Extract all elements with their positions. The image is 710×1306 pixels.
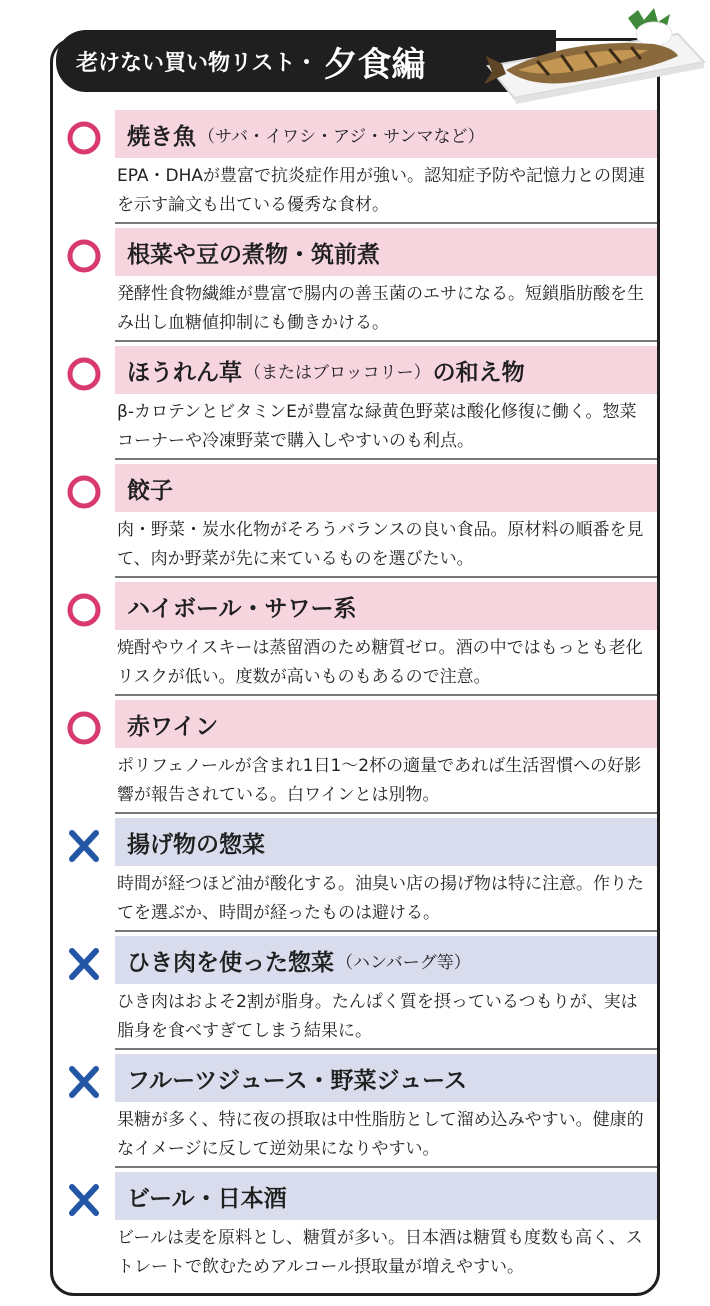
list-item xyxy=(53,936,657,1054)
item-description: 時間が経つほど油が酸化する。油臭い店の揚げ物は特に注意。作りたてを選ぶか、時間が経ったものは避ける。 xyxy=(117,874,644,923)
item-name: フルーツジュース・野菜ジュース xyxy=(127,1067,467,1094)
circle-mark-icon xyxy=(63,474,105,510)
circle-mark-icon xyxy=(63,238,105,274)
item-name: 焼き魚 xyxy=(127,123,196,150)
item-name-suffix: の和え物 xyxy=(432,359,525,386)
shopping-list xyxy=(53,110,657,1290)
page-title: 老けない買い物リスト・ xyxy=(76,50,318,76)
item-heading xyxy=(115,1172,657,1220)
circle-mark-icon xyxy=(63,120,105,156)
item-description: 果糖が多く、特に夜の摂取は中性脂肪として溜め込みやすい。健康的なイメージに反して逆効果になりやすい。 xyxy=(117,1110,644,1159)
item-note: （サバ・イワシ・アジ・サンマなど） xyxy=(198,126,485,147)
item-name: ひき肉を使った惣菜 xyxy=(127,949,334,976)
item-heading xyxy=(115,700,657,748)
item-description: ポリフェノールが含まれ1日1〜2杯の適量であれば生活習慣への好影響が報告されている。白ワインとは別物。 xyxy=(117,756,642,805)
item-description: 肉・野菜・炭水化物がそろうバランスの良い食品。原材料の順番を見て、肉か野菜が先に来ているものを選びたい。 xyxy=(117,520,644,569)
item-divider xyxy=(115,1166,657,1168)
item-divider xyxy=(115,930,657,932)
circle-mark-icon xyxy=(63,710,105,746)
item-name: 揚げ物の惣菜 xyxy=(127,831,265,858)
item-description: 発酵性食物繊維が豊富で腸内の善玉菌のエサになる。短鎖脂肪酸を生み出し血糖値抑制にも働きかける。 xyxy=(117,284,644,333)
item-divider xyxy=(115,458,657,460)
item-name: 根菜や豆の煮物・筑前煮 xyxy=(127,241,380,268)
item-note: （またはブロッコリー） xyxy=(244,362,431,383)
item-note: （ハンバーグ等） xyxy=(336,952,471,973)
item-divider xyxy=(115,1048,657,1050)
item-heading xyxy=(115,936,657,984)
item-name: 赤ワイン xyxy=(127,713,219,740)
item-description: β-カロテンとビタミンEが豊富な緑黄色野菜は酸化修復に働く。惣菜コーナーや冷凍野菜で購入しやすいのも利点。 xyxy=(117,402,637,451)
item-heading xyxy=(115,582,657,630)
item-heading xyxy=(115,1054,657,1102)
item-name: ほうれん草 xyxy=(127,359,242,386)
circle-mark-icon xyxy=(63,592,105,628)
item-description: ビールは麦を原料とし、糖質が多い。日本酒は糖質も度数も高く、ストレートで飲むためアルコール摂取量が増えやすい。 xyxy=(117,1228,643,1277)
list-item xyxy=(53,228,657,346)
list-item xyxy=(53,464,657,582)
item-description: ひき肉はおよそ2割が脂身。たんぱく質を摂っているつもりが、実は脂身を食べすぎてしまう結果に。 xyxy=(117,992,638,1041)
item-name: ビール・日本酒 xyxy=(127,1185,287,1212)
item-divider xyxy=(115,576,657,578)
page-subtitle: 夕食編 xyxy=(323,44,426,85)
list-item xyxy=(53,582,657,700)
circle-mark-icon xyxy=(63,356,105,392)
item-divider xyxy=(115,694,657,696)
item-heading xyxy=(115,818,657,866)
list-item xyxy=(53,1172,657,1290)
list-item xyxy=(53,700,657,818)
cross-mark-icon xyxy=(63,1182,105,1218)
item-description: 焼酎やウイスキーは蒸留酒のため糖質ゼロ。酒の中ではもっとも老化リスクが低い。度数が高いものもあるので注意。 xyxy=(117,638,643,687)
item-heading xyxy=(115,228,657,276)
item-name: ハイボール・サワー系 xyxy=(127,595,357,622)
cross-mark-icon xyxy=(63,946,105,982)
item-divider xyxy=(115,812,657,814)
grilled-fish-illustration xyxy=(478,4,706,104)
cross-mark-icon xyxy=(63,828,105,864)
list-item xyxy=(53,346,657,464)
item-divider xyxy=(115,340,657,342)
item-description: EPA・DHAが豊富で抗炎症作用が強い。認知症予防や記憶力との関連を示す論文も出ている優秀な食材。 xyxy=(117,166,646,215)
item-name: 餃子 xyxy=(127,477,173,504)
item-heading xyxy=(115,346,657,394)
item-heading xyxy=(115,464,657,512)
list-item xyxy=(53,818,657,936)
list-item xyxy=(53,1054,657,1172)
item-heading xyxy=(115,110,657,158)
cross-mark-icon xyxy=(63,1064,105,1100)
list-item xyxy=(53,110,657,228)
item-divider xyxy=(115,222,657,224)
